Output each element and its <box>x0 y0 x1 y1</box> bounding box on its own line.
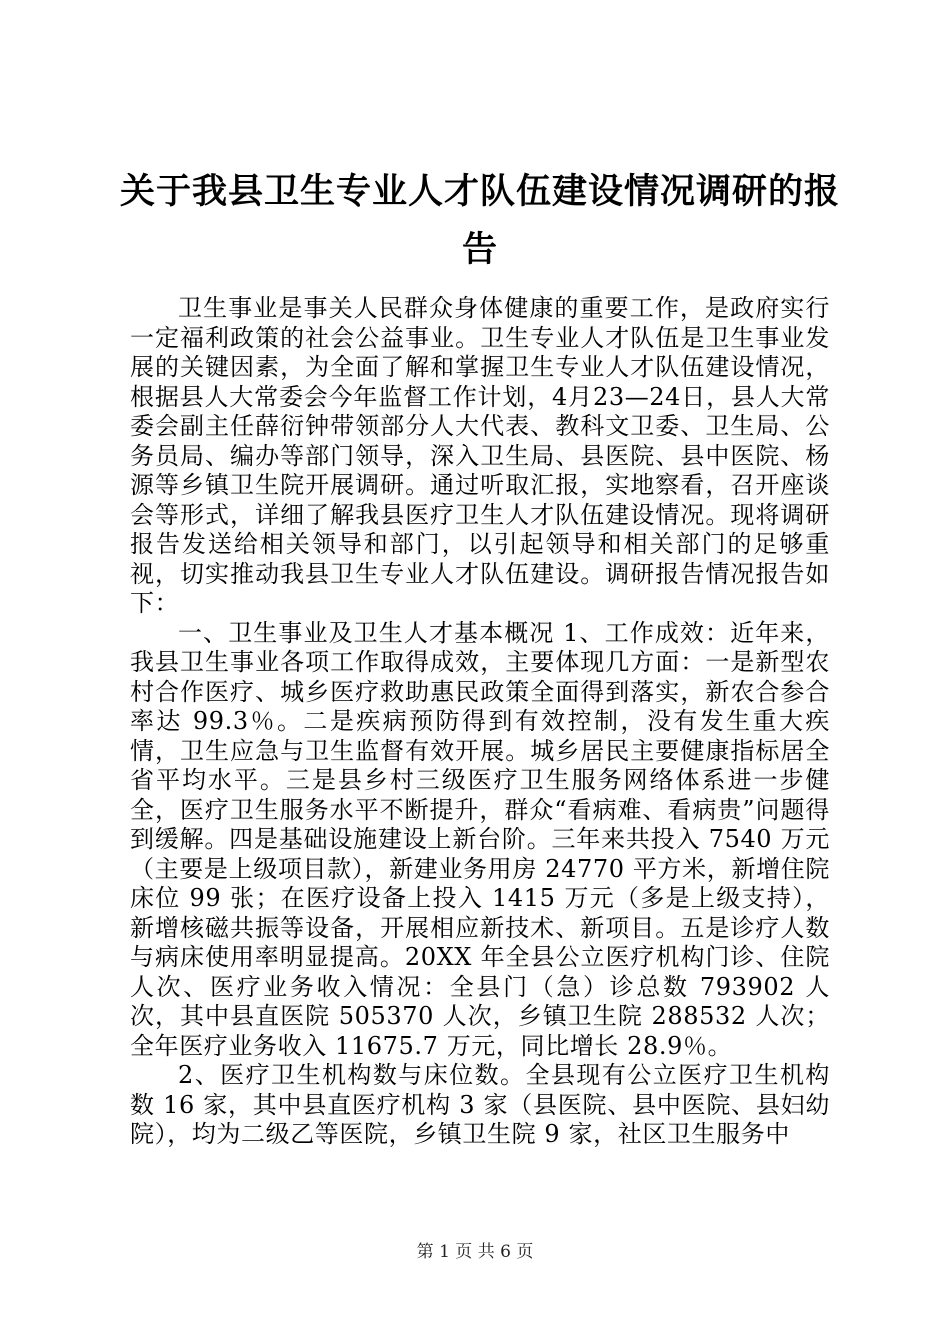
page-number-footer: 第 1 页 共 6 页 <box>416 1242 534 1262</box>
document-title: 关于我县卫生专业人才队伍建设情况调研的报告 <box>119 172 840 270</box>
document-body <box>130 294 830 1150</box>
paragraph-institutions: 2、医疗卫生机构数与床位数。全县现有公立医疗卫生机构数 16 家，其中县直医疗机构 3 家（县医院、县中医院、县妇幼院），均为二级乙等医院，乡镇卫生院 9 家，社区卫生服务中 <box>130 1061 830 1148</box>
paragraph-intro: 卫生事业是事关人民群众身体健康的重要工作，是政府实行一定福利政策的社会公益事业。卫生专业人才队伍是卫生事业发展的关键因素，为全面了解和掌握卫生专业人才队伍建设情况，根据县人大常委会今年监督工作计划，4月23—24日，县人大常委会副主任薛衍钟带领部分人大代表、教科文卫委、卫生局、公务员局、编办等部门领导，深入卫生局、县医院、县中医院、杨源等乡镇卫生院开展调研。通过听取汇报，实地察看，召开座谈会等形式，详细了解我县医疗卫生人才队伍建设情况。现将调研报告发送给相关领导和部门，以引起领导和相关部门的足够重视，切实推动我县卫生专业人才队伍建设。调研报告情况报告如下： <box>130 294 830 617</box>
paragraph-overview: 一、卫生事业及卫生人才基本概况 1、工作成效：近年来，我县卫生事业各项工作取得成效，主要体现几方面：一是新型农村合作医疗、城乡医疗救助惠民政策全面得到落实，新农合参合率达 99.3％。二是疾病预防得到有效控制，没有发生重大疾情，卫生应急与卫生监督有效开展。城乡居民主要健康指标居全省平均水平。三是县乡村三级医疗卫生服务网络体系进一步健全，医疗卫生服务水平不断提升，群众“看病难、看病贵”问题得到缓解。四是基础设施建设上新台阶。三年来共投入 7540 万元（主要是上级项目款），新建业务用房 24770 平方米，新增住院床位 99 张；在医疗设备上投入 1415 万元（多是上级支持），新增核磁共振等设备，开展相应新技术、新项目。五是诊疗人数与病床使用率明显提高。20XX 年全县公立医疗机构门诊、住院人次、医疗业务收入情况：全县门（急）诊总数 793902 人次，其中县直医院 505370 人次，乡镇卫生院 288532 人次；全年医疗业务收入 11675.7 万元，同比增长 28.9％。 <box>130 618 830 1060</box>
